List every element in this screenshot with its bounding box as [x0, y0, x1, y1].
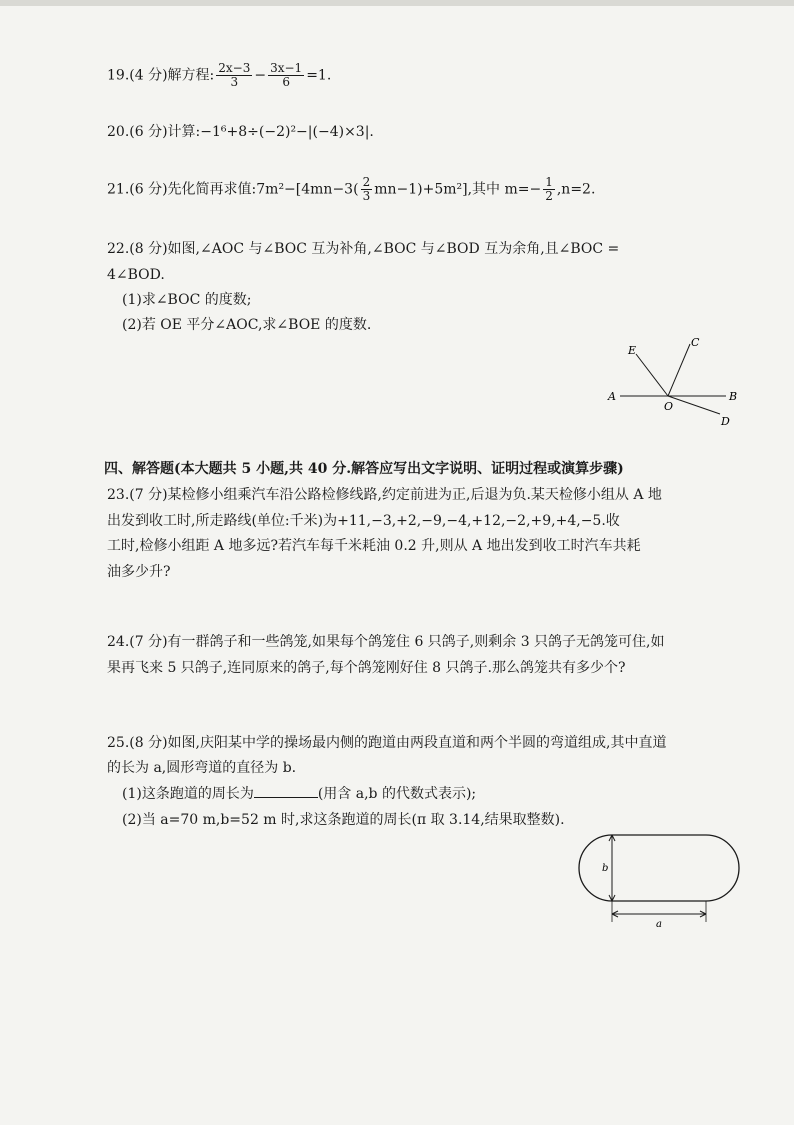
- question-22-part-1: (1)求∠BOC 的度数;: [122, 292, 252, 308]
- question-23-line-3: 工时,检修小组距 A 地多远?若汽车每千米耗油 0.2 升,则从 A 地出发到收工时汽车共耗: [107, 538, 641, 554]
- question-25-line-1: 25.(8 分)如图,庆阳某中学的操场最内侧的跑道由两段直道和两个半圆的弯道组成,其中直道: [107, 735, 667, 751]
- q19-prefix: 19.(4 分)解方程:: [107, 67, 215, 84]
- label-D: D: [721, 415, 730, 428]
- question-23-line-4: 油多少升?: [107, 564, 171, 580]
- question-22-part-2: (2)若 OE 平分∠AOC,求∠BOE 的度数.: [122, 317, 372, 333]
- question-24-line-1: 24.(7 分)有一群鸽子和一些鸽笼,如果每个鸽笼住 6 只鸽子,则剩余 3 只鸽子无鸽笼可住,如: [107, 634, 665, 650]
- label-E: E: [628, 344, 637, 357]
- question-23-line-1: 23.(7 分)某检修小组乘汽车沿公路检修线路,约定前进为正,后退为负.某天检修小组从 A 地: [107, 487, 662, 503]
- question-22-line-1: 22.(8 分)如图,∠AOC 与∠BOC 互为补角,∠BOC 与∠BOD 互为余角,且∠BOC =: [107, 241, 620, 257]
- scan-edge: [0, 0, 794, 6]
- question-23-line-2: 出发到收工时,所走路线(单位:千米)为+11,−3,+2,−9,−4,+12,−2,+9,+4,−5.收: [107, 513, 620, 529]
- question-22-line-2: 4∠BOD.: [107, 267, 165, 283]
- section-4-title: 四、解答题(本大题共 5 小题,共 40 分.解答应写出文字说明、证明过程或演算步骤): [104, 461, 624, 477]
- label-b: b: [602, 863, 609, 874]
- ray-OC: [668, 344, 690, 396]
- question-21: 21.(6 分)先化简再求值:7m²−[4mn−3( $\frac{2}{3}$ mn−1)+5m²],其中 m=− $\frac{1}{2}$ ,n=2.: [107, 175, 596, 203]
- ray-OD: [668, 396, 720, 414]
- label-a: a: [656, 919, 662, 930]
- question-24-line-2: 果再飞来 5 只鸽子,连同原来的鸽子,每个鸽笼刚好住 8 只鸽子.那么鸽笼共有多少个?: [107, 660, 626, 676]
- label-O: O: [664, 400, 674, 413]
- label-C: C: [691, 336, 700, 349]
- q19-fraction-2: $\frac{3x-1}{6}$: [270, 61, 303, 89]
- q19-fraction-1: $\frac{2x-3}{3}$: [218, 61, 251, 89]
- q21-fraction-2: $\frac{1}{2}$: [545, 175, 553, 203]
- angle-diagram: [598, 330, 748, 430]
- ray-OE: [636, 354, 668, 396]
- question-19: 19.(4 分)解方程: $\frac{2x-3}{3}$ − $\frac{3x-1}{6}$ =1.: [107, 61, 332, 89]
- label-B: B: [729, 390, 738, 403]
- answer-blank[interactable]: [254, 783, 318, 798]
- question-25-line-2: 的长为 a,圆形弯道的直径为 b.: [107, 760, 297, 776]
- label-A: A: [608, 390, 616, 403]
- q21-fraction-1: $\frac{2}{3}$: [362, 175, 371, 203]
- question-20: 20.(6 分)计算:−1⁶+8÷(−2)²−|(−4)×3|.: [107, 124, 374, 140]
- question-25-part-2: (2)当 a=70 m,b=52 m 时,求这条跑道的周长(π 取 3.14,结果取整数).: [122, 812, 565, 828]
- track-diagram: [578, 830, 743, 930]
- question-25-part-1: (1)这条跑道的周长为 (用含 a,b 的代数式表示);: [122, 783, 734, 805]
